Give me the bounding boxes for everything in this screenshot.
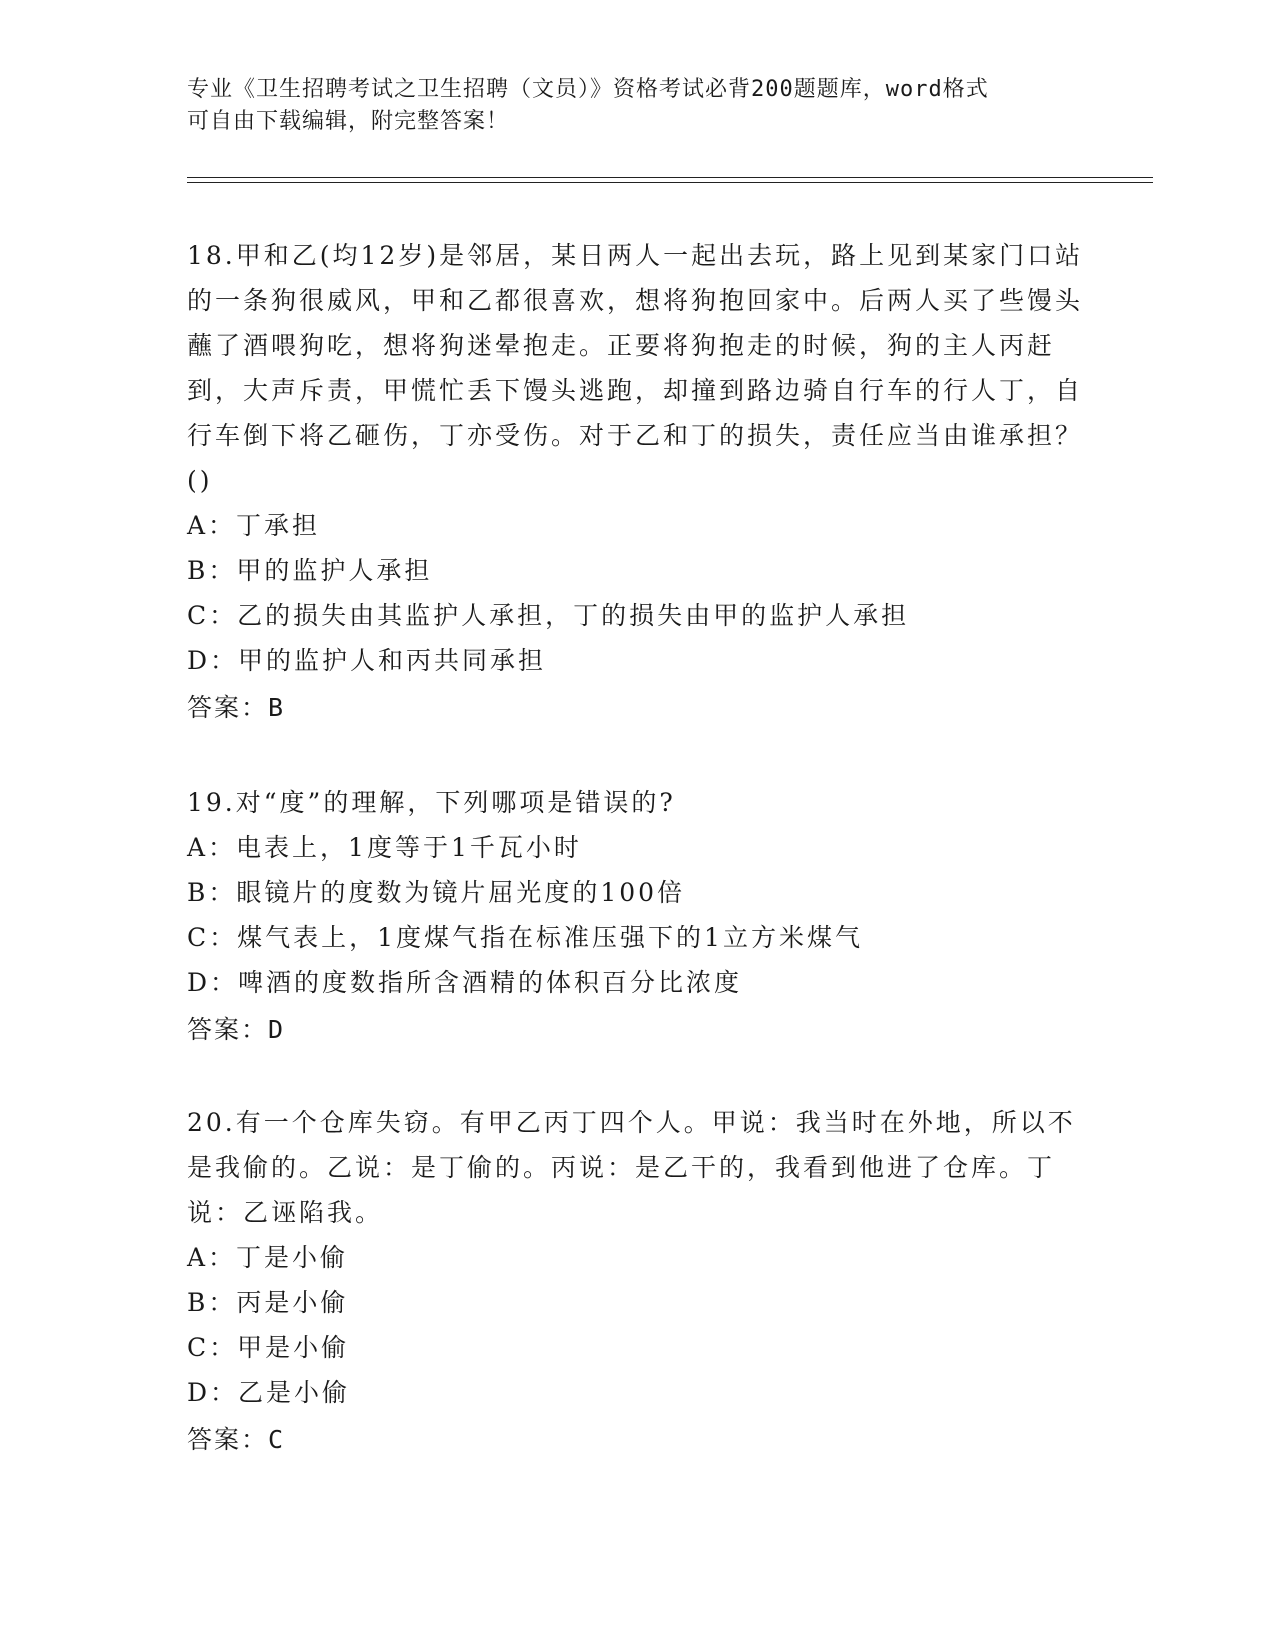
option-b: B：甲的监护人承担 bbox=[187, 556, 433, 585]
question-stem: 20.有一个仓库失窃。有甲乙丙丁四个人。甲说：我当时在外地，所以不是我偷的。乙说：是丁偷的。丙说：是乙干的，我看到他进了仓库。丁说：乙诬陷我。 bbox=[187, 1108, 1076, 1227]
header-divider-top bbox=[187, 177, 1153, 178]
answer-label: 答案：D bbox=[187, 1015, 286, 1044]
option-c: C：甲是小偷 bbox=[187, 1333, 350, 1362]
option-c: C：煤气表上，1度煤气指在标准压强下的1立方米煤气 bbox=[187, 923, 863, 952]
option-d: D：啤酒的度数指所含酒精的体积百分比浓度 bbox=[187, 968, 743, 997]
question-19 bbox=[187, 780, 1087, 1052]
question-20 bbox=[187, 1100, 1087, 1462]
option-c: C：乙的损失由其监护人承担，丁的损失由甲的监护人承担 bbox=[187, 601, 910, 630]
option-a: A：丁是小偷 bbox=[187, 1243, 349, 1272]
question-stem: 18.甲和乙(均12岁)是邻居，某日两人一起出去玩，路上见到某家门口站的一条狗很威风，甲和乙都很喜欢，想将狗抱回家中。后两人买了些馒头蘸了酒喂狗吃，想将狗迷晕抱走。正要将狗抱走的时候，狗的主人丙赶到，大声斥责，甲慌忙丢下馒头逃跑，却撞到路边骑自行车的行人丁，自行车倒下将乙砸伤，丁亦受伤。对于乙和丁的损失，责任应当由谁承担？() bbox=[187, 241, 1084, 495]
header-line-2: 可自由下载编辑，附完整答案！ bbox=[187, 109, 510, 134]
answer-label: 答案：C bbox=[187, 1425, 286, 1454]
answer-label: 答案：B bbox=[187, 693, 286, 722]
option-d: D：甲的监护人和丙共同承担 bbox=[187, 646, 547, 675]
option-a: A：丁承担 bbox=[187, 511, 321, 540]
document-header bbox=[187, 74, 1087, 138]
question-18 bbox=[187, 233, 1087, 730]
header-line-1: 专业《卫生招聘考试之卫生招聘（文员）》资格考试必背200题题库，word格式 bbox=[187, 77, 989, 102]
option-a: A：电表上，1度等于1千瓦小时 bbox=[187, 833, 582, 862]
option-d: D：乙是小偷 bbox=[187, 1378, 351, 1407]
question-stem: 19.对“度”的理解，下列哪项是错误的? bbox=[187, 788, 676, 817]
option-b: B：丙是小偷 bbox=[187, 1288, 349, 1317]
option-b: B：眼镜片的度数为镜片屈光度的100倍 bbox=[187, 878, 686, 907]
header-divider-bottom bbox=[187, 182, 1153, 183]
